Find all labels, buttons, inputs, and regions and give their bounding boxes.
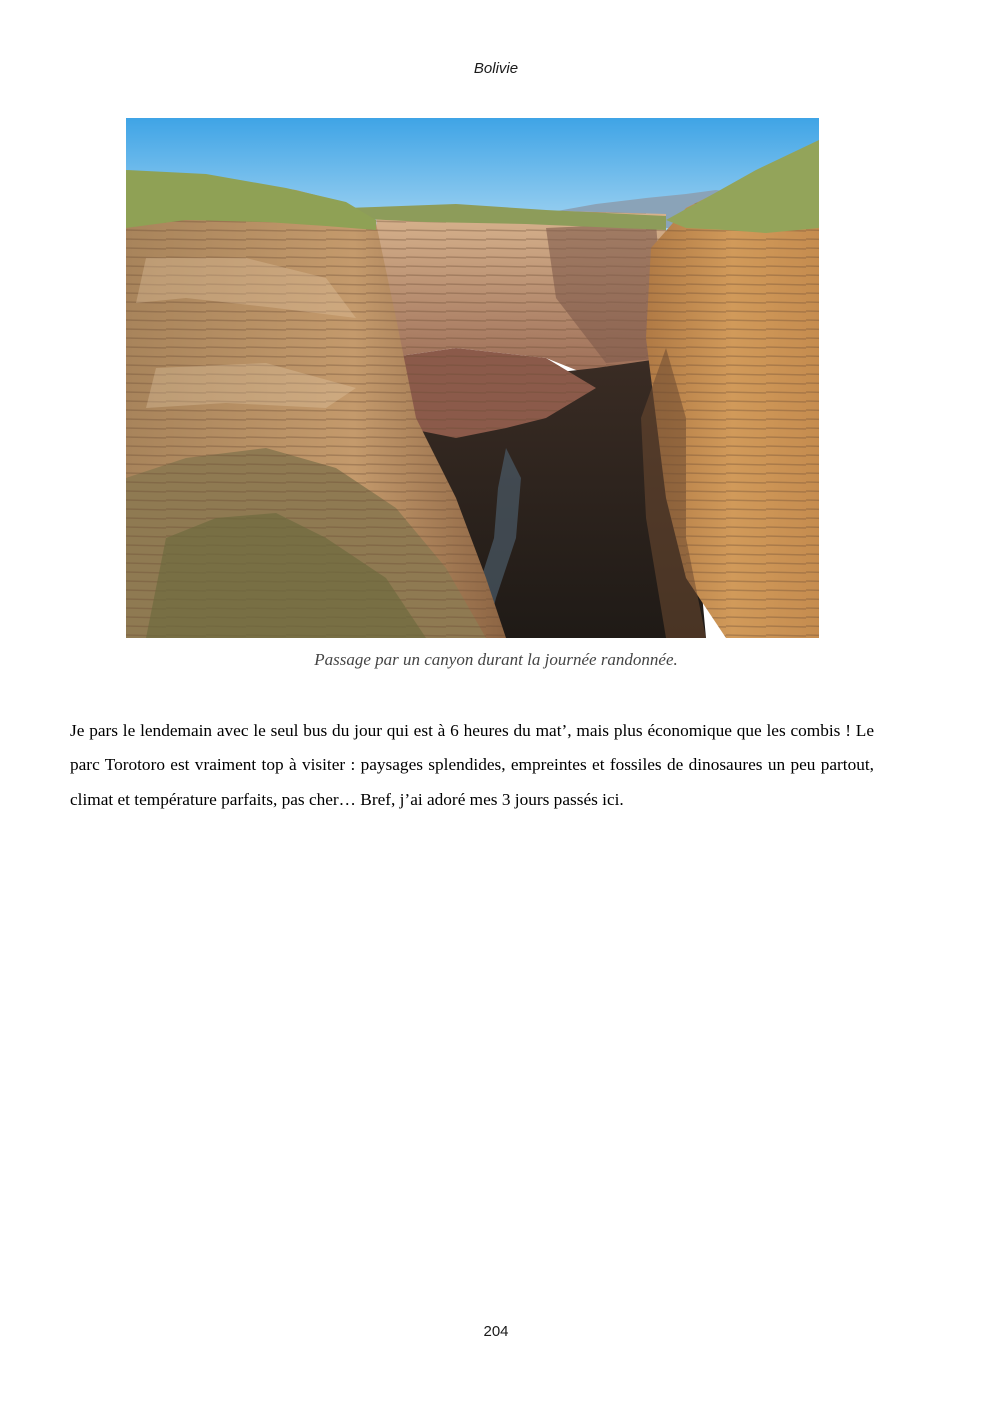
running-header: Bolivie <box>473 60 519 77</box>
body-paragraph: Je pars le lendemain avec le seul bus du jour qui est à 6 heures du mat’, mais plus économique que les combis ! Le parc Torotoro est vraiment top à visiter : paysages splendides, empreintes et fossiles de dinosaures un peu partout, climat et température parfaits, pas cher… Bref, j’ai adoré mes 3 jours passés ici. <box>70 721 874 809</box>
figure-caption: Passage par un canyon durant la journée randonnée. <box>314 650 678 669</box>
canyon-photo <box>126 118 819 638</box>
page-number: 204 <box>483 1323 509 1340</box>
